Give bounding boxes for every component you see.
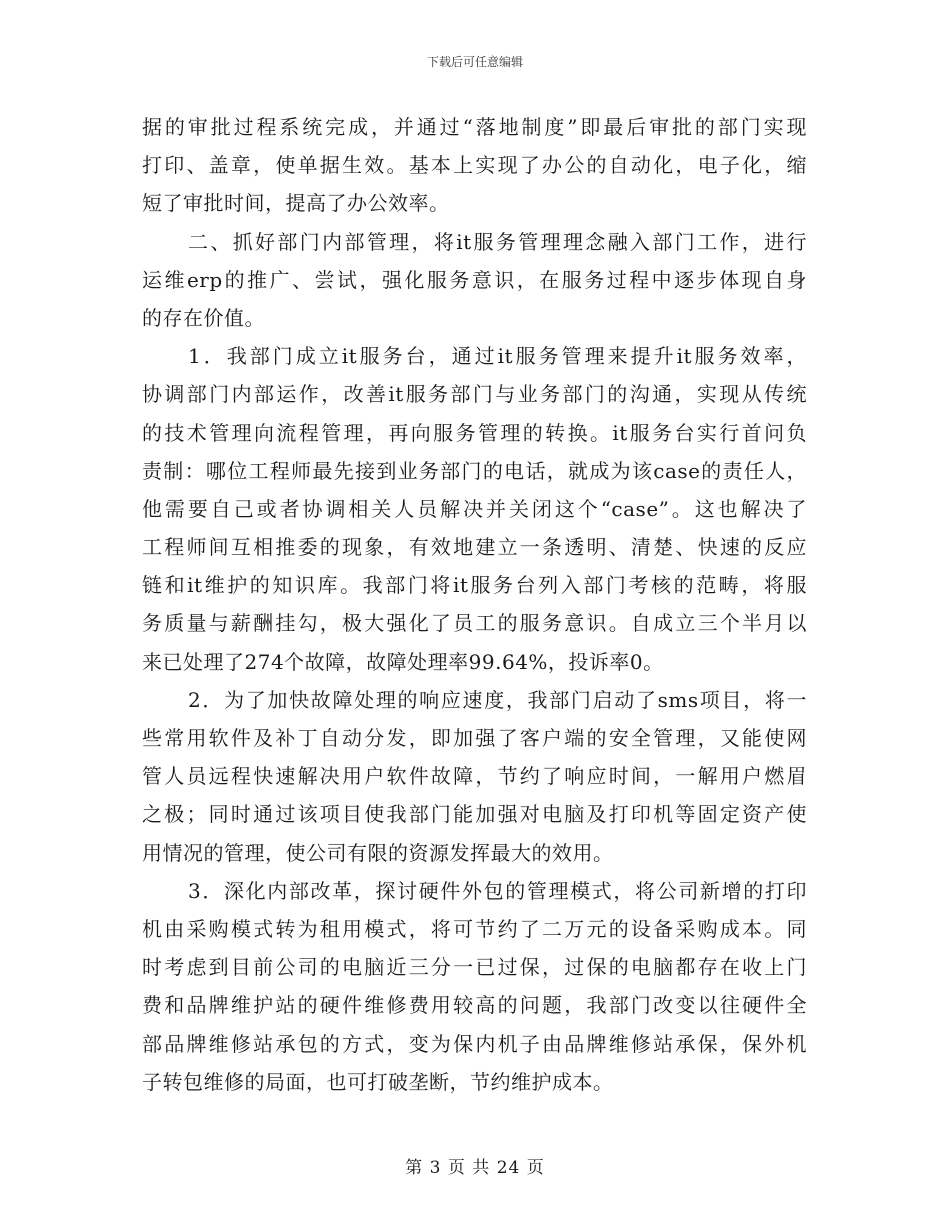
text-line: 2．为了加快故障处理的响应速度，我部门启动了sms项目，将一 bbox=[188, 687, 807, 712]
text-line: 管人员远程快速解决用户软件故障，节约了响应时间，一解用户燃眉 bbox=[142, 764, 807, 789]
text-line: 他需要自己或者协调相关人员解决并关闭这个“case”。这也解决了 bbox=[142, 496, 807, 521]
document-body bbox=[142, 108, 807, 1101]
text-line: 子转包维修的局面，也可打破垄断，节约维护成本。 bbox=[142, 1069, 614, 1094]
text-line: 用情况的管理，使公司有限的资源发挥最大的效用。 bbox=[142, 840, 614, 865]
text-line: 来已处理了274个故障，故障处理率99.64%，投诉率0。 bbox=[142, 649, 664, 674]
text-line: 的存在价值。 bbox=[142, 305, 265, 330]
text-line: 时考虑到目前公司的电脑近三分一已过保，过保的电脑都存在收上门 bbox=[142, 955, 807, 980]
page-header-note: 下载后可任意编辑 bbox=[426, 55, 523, 69]
text-line: 机由采购模式转为租用模式，将可节约了二万元的设备采购成本。同 bbox=[142, 916, 807, 941]
text-line: 打印、盖章，使单据生效。基本上实现了办公的自动化，电子化，缩 bbox=[142, 153, 807, 178]
text-line: 3．深化内部改革，探讨硬件外包的管理模式，将公司新增的打印 bbox=[188, 878, 807, 903]
text-line: 工程师间互相推委的现象，有效地建立一条透明、清楚、快速的反应 bbox=[142, 535, 807, 560]
text-line: 之极；同时通过该项目使我部门能加强对电脑及打印机等固定资产使 bbox=[142, 802, 807, 827]
text-line: 责制：哪位工程师最先接到业务部门的电话，就成为该case的责任人， bbox=[142, 458, 807, 483]
text-line: 部品牌维修站承包的方式，变为保内机子由品牌维修站承保，保外机 bbox=[142, 1031, 807, 1056]
page-number: 第 3 页 共 24 页 bbox=[405, 1158, 545, 1178]
text-line: 链和it维护的知识库。我部门将it服务台列入部门考核的范畴，将服 bbox=[142, 573, 807, 598]
text-line: 些常用软件及补丁自动分发，即加强了客户端的安全管理，又能使网 bbox=[142, 726, 807, 750]
text-line: 的技术管理向流程管理，再向服务管理的转换。it服务台实行首问负 bbox=[142, 420, 807, 445]
text-line: 协调部门内部运作，改善it服务部门与业务部门的沟通，实现从传统 bbox=[142, 382, 807, 407]
text-line: 运维erp的推广、尝试，强化服务意识，在服务过程中逐步体现自身 bbox=[142, 267, 807, 292]
text-line: 费和品牌维护站的硬件维修费用较高的问题，我部门改变以往硬件全 bbox=[142, 993, 807, 1018]
text-line: 短了审批时间，提高了办公效率。 bbox=[142, 191, 450, 216]
text-line: 据的审批过程系统完成，并通过“落地制度”即最后审批的部门实现 bbox=[142, 115, 807, 139]
text-line: 二、抓好部门内部管理，将it服务管理理念融入部门工作，进行 bbox=[188, 229, 807, 254]
text-line: 务质量与薪酬挂勾，极大强化了员工的服务意识。自成立三个半月以 bbox=[142, 611, 807, 636]
text-line: 1．我部门成立it服务台，通过it服务管理来提升it服务效率， bbox=[188, 344, 807, 369]
